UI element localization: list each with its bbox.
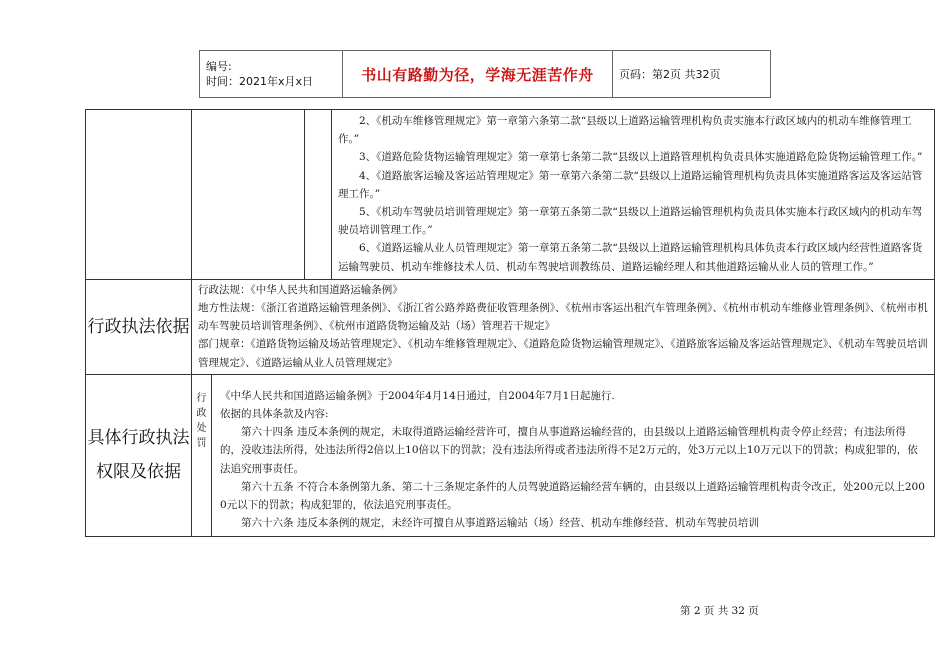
number-label: 编号:	[206, 60, 232, 73]
basis-row	[86, 279, 935, 374]
time-label: 时间：2021年x月x日	[206, 75, 314, 88]
authority-title: 具体行政执法权限及依据	[86, 374, 192, 536]
content-table	[85, 109, 935, 537]
duty-empty-cell	[86, 110, 192, 280]
basis-title: 行政执法依据	[86, 279, 192, 374]
authority-article: 第六十四条 违反本条例的规定，未取得道路运输经营许可，擅自从事道路运输经营的，由县级以上道路运输管理机构责令停止经营；有违法所得的，没收违法所得，处违法所得2倍以上10倍以下的罚款；没有违法所得或者违法所得不足2万元的，处3万元以上10万元以下的罚款；构成犯罪的，依法追究刑事责任。	[220, 426, 918, 475]
motto: 书山有路勤为径，学海无涯苦作舟	[343, 51, 613, 98]
duty-empty-cell-2	[192, 110, 305, 280]
basis-content	[192, 279, 935, 374]
authority-subtitle: 行政处罚	[196, 392, 207, 449]
basis-line: 行政法规：《中华人民共和国道路运输条例》	[198, 283, 403, 296]
basis-line: 部门规章：《道路货物运输及场站管理规定》、《机动车维修管理规定》、《道路危险货物运输管理规定》、《道路旅客运输及客运站管理规定》、《机动车驾驶员培训管理规定》、《道路运输从业人员管理规定》	[198, 338, 928, 369]
duty-item: 6、《道路运输从业人员管理规定》第一章第五条第二款“县级以上道路运输管理机构具体负责本行政区域内经营性道路客货运输驾驶员、机动车维修技术人员、机动车驾驶培训教练员、道路运输经理人和其他道路运输从业人员的管理工作。”	[338, 242, 923, 273]
authority-article: 第六十六条 违反本条例的规定，未经许可擅自从事道路运输站（场）经营、机动车维修经营、机动车驾驶员培训	[241, 517, 759, 530]
duty-item: 4、《道路旅客运输及客运站管理规定》第一章第六条第二款“县级以上道路运输管理机构负责具体实施道路客运及客运站管理工作。”	[338, 169, 923, 200]
document-header	[199, 50, 771, 98]
authority-article: 第六十五条 不符合本条例第九条、第二十三条规定条件的人员驾驶道路运输经营车辆的，由县级以上道路运输管理机构责令改正，处200元以上2000元以下的罚款；构成犯罪的，依法追究刑事责任。	[220, 480, 925, 512]
page-code: 页码：第2页 共32页	[613, 51, 771, 98]
duty-content	[332, 110, 935, 280]
header-meta	[200, 51, 343, 98]
duty-row	[86, 110, 935, 280]
authority-intro: 《中华人民共和国道路运输条例》于2004年4月14日通过，自2004年7月1日起施行.	[220, 389, 615, 402]
authority-subtitle-cell	[192, 374, 212, 536]
basis-line: 地方性法规：《浙江省道路运输管理条例》、《浙江省公路养路费征收管理条例》、《杭州市客运出租汽车管理条例》、《杭州市机动车维修业管理条例》、《杭州市机动车驾驶员培训管理条例》、《杭州市道路货物运输及站（场）管理若干规定》	[198, 302, 928, 333]
duty-item: 3、《道路危险货物运输管理规定》第一章第七条第二款“县级以上道路管理机构负责具体实施道路危险货物运输管理工作。”	[359, 151, 923, 164]
duty-empty-cell-3	[305, 110, 332, 280]
page-footer: 第 2 页 共 32 页	[680, 605, 759, 617]
authority-row	[86, 374, 935, 536]
authority-content-label: 依据的具体条款及内容:	[220, 408, 329, 421]
duty-item: 2、《机动车维修管理规定》第一章第六条第二款“县级以上道路运输管理机构负责实施本行政区域内的机动车维修管理工作。”	[338, 115, 912, 146]
duty-item: 5、《机动车驾驶员培训管理规定》第一章第五条第二款“县级以上道路运输管理机构负责具体实施本行政区域内的机动车驾驶员培训管理工作。”	[338, 206, 923, 237]
authority-content	[212, 374, 935, 536]
